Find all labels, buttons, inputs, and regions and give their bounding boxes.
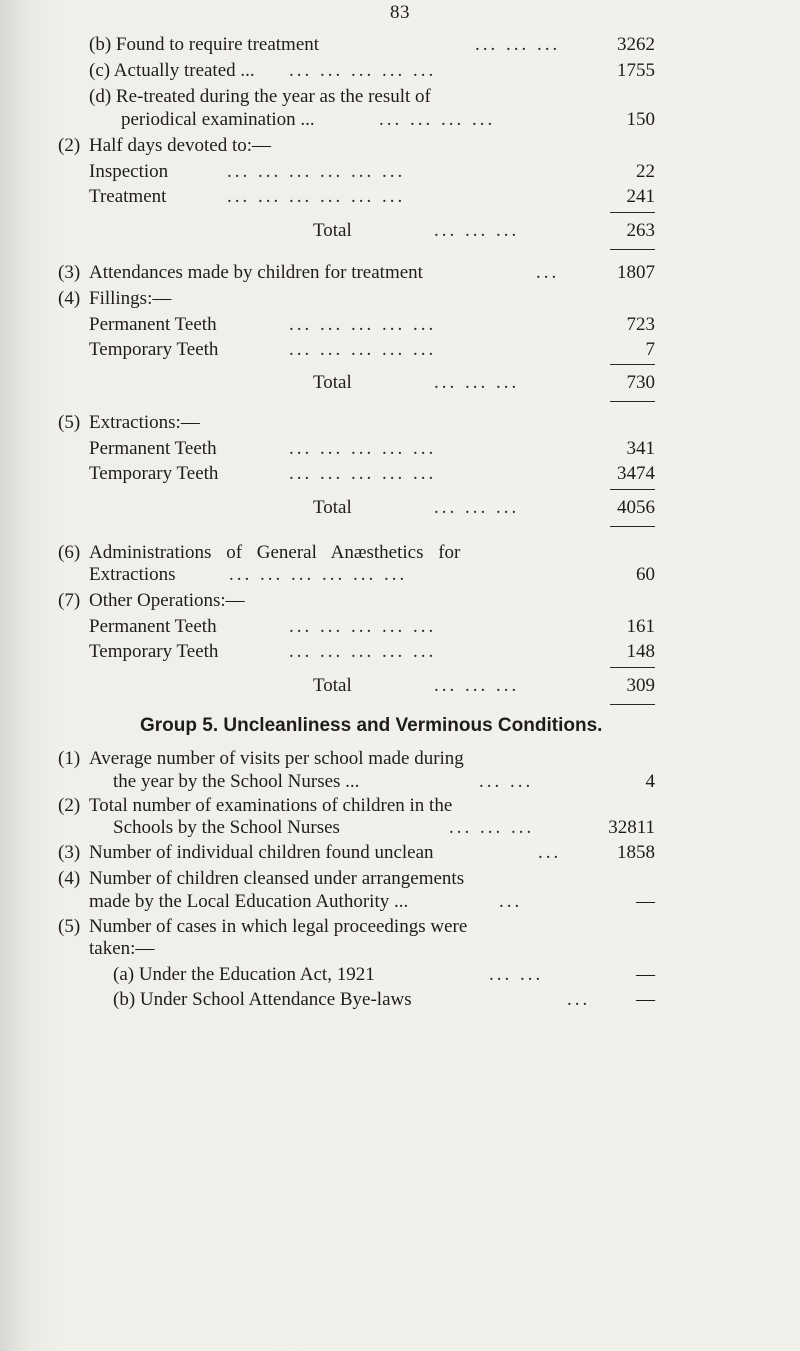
row-fillings-permanent [89, 312, 655, 338]
row-value: 1858 [617, 842, 655, 863]
row-fillings-temporary [89, 337, 655, 363]
group-heading: Group 5. Uncleanliness and Verminous Conditions. [140, 715, 603, 736]
row-label: Permanent Teeth [89, 438, 217, 459]
leader-dots: ... ... ... [434, 497, 520, 518]
sum-rule [610, 489, 655, 490]
section-half-days [58, 133, 655, 159]
leader-dots: ... ... ... ... [379, 109, 496, 130]
section-number: (5) [58, 412, 81, 433]
total-rule [610, 401, 655, 402]
leader-dots: ... ... ... ... ... ... [227, 161, 406, 182]
section-extractions [58, 410, 655, 436]
row-label: (b) Under School Attendance Bye-laws [113, 989, 412, 1010]
row-total-fillings [89, 370, 655, 396]
row-value: 22 [636, 161, 655, 182]
row-label: made by the Local Education Authority ... [89, 891, 409, 912]
row-label: (d) Re-treated during the year as the result of [89, 86, 431, 107]
row-value: 309 [626, 675, 655, 696]
row-value: 60 [636, 564, 655, 585]
row-label: (b) Found to require treatment [89, 34, 320, 55]
row-value: — [636, 964, 655, 985]
row-value: 241 [626, 186, 655, 207]
row-operations-temporary [89, 639, 655, 665]
row-g5-item1-line2 [89, 769, 655, 795]
row-value: 723 [626, 314, 655, 335]
item-number: (4) [58, 868, 81, 889]
row-value: 3262 [617, 34, 655, 55]
row-label: Number of cases in which legal proceedings were [89, 916, 468, 937]
row-label: Permanent Teeth [89, 314, 217, 335]
row-label: Extractions [89, 564, 176, 585]
section-number: (7) [58, 590, 81, 611]
row-g5-item4-line2 [89, 889, 655, 915]
row-g5-item3 [58, 840, 655, 866]
section-number: (3) [58, 262, 81, 283]
leader-dots: ... ... ... ... ... [289, 60, 437, 81]
sum-rule [610, 212, 655, 213]
row-label: Temporary Teeth [89, 463, 219, 484]
row-inspection [89, 159, 655, 185]
row-value: 3474 [617, 463, 655, 484]
leader-dots: ... ... ... ... ... ... [227, 186, 406, 207]
item-number: (3) [58, 842, 81, 863]
row-label: Number of children cleansed under arrangements [89, 868, 465, 889]
section-title: Half days devoted to:— [89, 135, 272, 156]
row-g5-item2-line2 [89, 815, 655, 841]
row-label: Administrations of General Anæsthetics for [89, 542, 461, 563]
row-value: 263 [626, 220, 655, 241]
section-title: Fillings:— [89, 288, 172, 309]
row-label: Total number of examinations of children in the [89, 795, 453, 816]
section-title: Other Operations:— [89, 590, 245, 611]
row-extractions-temporary [89, 461, 655, 487]
row-total-extractions [89, 495, 655, 521]
row-value: 341 [626, 438, 655, 459]
leader-dots: ... ... [489, 964, 544, 985]
leader-dots: ... ... ... ... ... [289, 339, 437, 360]
row-label: Permanent Teeth [89, 616, 217, 637]
row-found-to-require-treatment [89, 32, 655, 58]
row-value: 730 [626, 372, 655, 393]
row-g5-item5-b [89, 987, 655, 1013]
leader-dots: ... ... ... [449, 817, 535, 838]
leader-dots: ... ... ... [434, 675, 520, 696]
row-value: 148 [626, 641, 655, 662]
row-label: the year by the School Nurses ... [113, 771, 360, 792]
row-attendances [58, 260, 655, 286]
row-label: Average number of visits per school made during [89, 748, 464, 769]
row-value: 161 [626, 616, 655, 637]
leader-dots: ... ... ... [434, 372, 520, 393]
total-rule [610, 704, 655, 705]
row-value: — [636, 989, 655, 1010]
row-label: Schools by the School Nurses [113, 817, 340, 838]
row-g5-item5-a [89, 962, 655, 988]
page-number: 83 [390, 2, 410, 23]
leader-dots: ... ... ... ... ... [289, 616, 437, 637]
row-label: (c) Actually treated ... [89, 60, 255, 81]
leader-dots: ... [567, 989, 591, 1010]
row-label: Attendances made by children for treatment [89, 262, 423, 283]
row-label: Number of individual children found unclean [89, 842, 434, 863]
row-value: — [636, 891, 655, 912]
row-total-half-days [89, 218, 655, 244]
row-label: Inspection [89, 161, 169, 182]
row-value: 4056 [617, 497, 655, 518]
row-label: Temporary Teeth [89, 339, 219, 360]
total-rule [610, 526, 655, 527]
section-title: Extractions:— [89, 412, 200, 433]
section-fillings [58, 286, 655, 312]
total-rule [610, 249, 655, 250]
row-value: 150 [626, 109, 655, 130]
sum-rule [610, 364, 655, 365]
row-label: Treatment [89, 186, 167, 207]
total-label: Total [313, 675, 352, 696]
row-label: (a) Under the Education Act, 1921 [113, 964, 375, 985]
row-value: 32811 [608, 817, 655, 838]
leader-dots: ... [538, 842, 562, 863]
row-administrations-line2 [89, 562, 655, 588]
total-label: Total [313, 220, 352, 241]
leader-dots: ... ... [479, 771, 534, 792]
row-total-operations [89, 673, 655, 699]
row-value: 1755 [617, 60, 655, 81]
section-other-operations [58, 588, 655, 614]
row-label: Temporary Teeth [89, 641, 219, 662]
section-number: (2) [58, 135, 81, 156]
leader-dots: ... ... ... ... ... ... [229, 564, 408, 585]
leader-dots: ... ... ... ... ... [289, 463, 437, 484]
section-number: (6) [58, 542, 81, 563]
total-label: Total [313, 497, 352, 518]
row-actually-treated [89, 58, 655, 84]
item-number: (5) [58, 916, 81, 937]
leader-dots: ... ... ... ... ... [289, 438, 437, 459]
item-number: (2) [58, 795, 81, 816]
item-number: (1) [58, 748, 81, 769]
sum-rule [610, 667, 655, 668]
total-label: Total [313, 372, 352, 393]
row-value: 1807 [617, 262, 655, 283]
row-treatment [89, 184, 655, 210]
leader-dots: ... [499, 891, 523, 912]
leader-dots: ... ... ... [434, 220, 520, 241]
row-operations-permanent [89, 614, 655, 640]
row-value: 7 [645, 339, 655, 360]
row-g5-item5-line2 [89, 936, 655, 962]
row-label: taken:— [89, 938, 155, 959]
row-retreated-line2 [89, 107, 655, 133]
leader-dots: ... [536, 262, 560, 283]
leader-dots: ... ... ... [475, 34, 561, 55]
row-extractions-permanent [89, 436, 655, 462]
leader-dots: ... ... ... ... ... [289, 314, 437, 335]
row-value: 4 [645, 771, 655, 792]
section-number: (4) [58, 288, 81, 309]
row-label: periodical examination ... [121, 109, 315, 130]
leader-dots: ... ... ... ... ... [289, 641, 437, 662]
